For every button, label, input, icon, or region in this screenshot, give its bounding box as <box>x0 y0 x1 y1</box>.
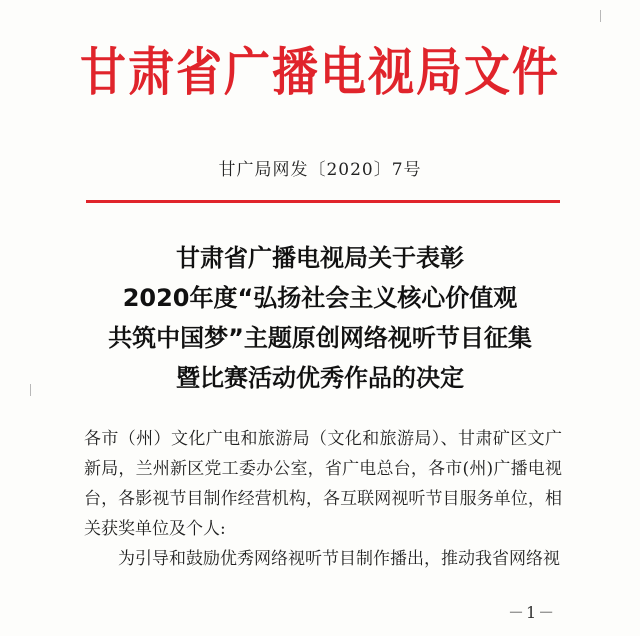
addressee-paragraph: 各市（州）文化广电和旅游局（文化和旅游局）、甘肃矿区文广新局，兰州新区党工委办公室，省广电总台，各市(州)广播电视台，各影视节目制作经营机构，各互联网视听节目服务单位，相关获奖单位及个人: <box>84 429 562 539</box>
document-title <box>0 238 640 398</box>
document-number: 甘广局网发〔2020〕7号 <box>218 160 422 180</box>
title-line: 甘肃省广播电视局关于表彰 <box>176 244 464 272</box>
scan-mark-top <box>600 10 601 22</box>
red-divider <box>86 200 560 203</box>
issuer-title: 甘肃省广播电视局文件 <box>80 41 560 103</box>
title-line: 暨比赛活动优秀作品的决定 <box>176 364 464 392</box>
page-number: －1－ <box>508 603 557 622</box>
title-line: 共筑中国梦”主题原创网络视听节目征集 <box>108 324 532 352</box>
document-body <box>84 424 562 574</box>
title-line: 2020年度“弘扬社会主义核心价值观 <box>122 284 518 312</box>
body-paragraph: 为引导和鼓励优秀网络视听节目制作播出，推动我省网络视 <box>118 549 560 569</box>
